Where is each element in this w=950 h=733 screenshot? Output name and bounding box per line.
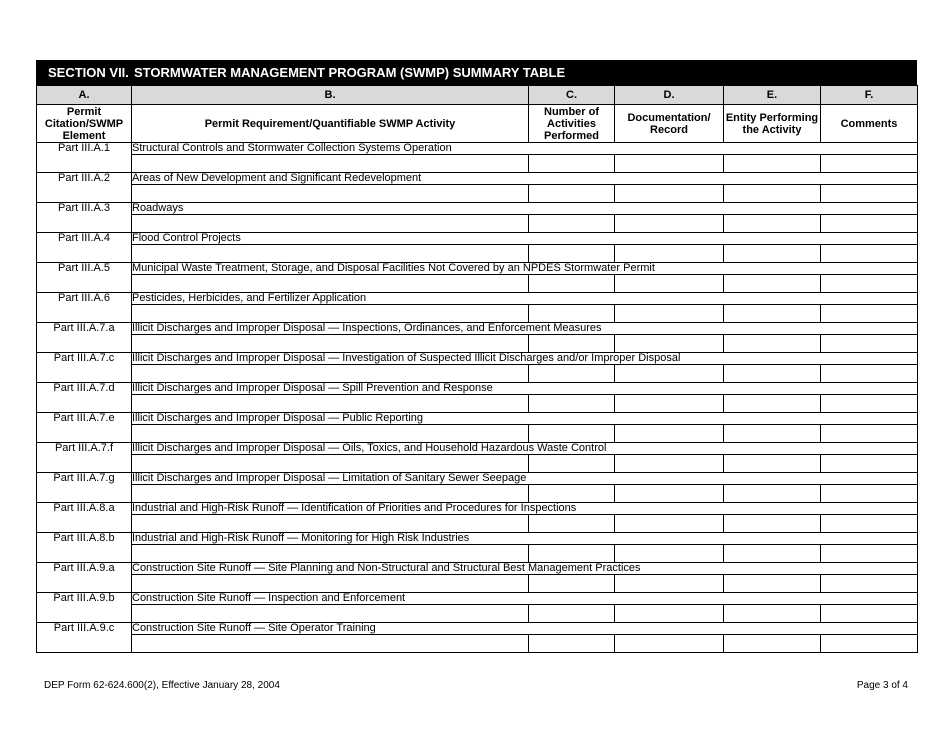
entity-cell[interactable] [724,575,821,593]
number-of-activities-cell[interactable] [529,395,615,413]
activity-description-cell: Industrial and High-Risk Runoff — Identification of Priorities and Procedures for Inspections [132,503,918,515]
entity-cell[interactable] [724,485,821,503]
number-of-activities-cell[interactable] [529,635,615,653]
number-of-activities-cell[interactable] [529,605,615,623]
comments-cell[interactable] [821,605,918,623]
activity-description-cell: Pesticides, Herbicides, and Fertilizer Application [132,293,918,305]
activity-description-cell: Illicit Discharges and Improper Disposal — Inspections, Ordinances, and Enforcement Measures [132,323,918,335]
entity-cell[interactable] [724,365,821,383]
table-row-entry [37,605,918,623]
activity-description-cell: Areas of New Development and Significant Redevelopment [132,173,918,185]
table-row-entry [37,215,918,233]
documentation-cell[interactable] [615,545,724,563]
header-number-of-activities: Number of Activities Performed [529,105,615,143]
documentation-cell[interactable] [615,305,724,323]
table-row-entry [37,155,918,173]
header-documentation-record: Documentation/ Record [615,105,724,143]
header-permit-requirement: Permit Requirement/Quantifiable SWMP Activity [132,105,529,143]
form-citation: DEP Form 62-624.600(2), Effective January 28, 2004 [44,680,280,691]
comments-cell[interactable] [821,425,918,443]
number-of-activities-cell[interactable] [529,515,615,533]
column-header-row [37,105,918,143]
entity-cell[interactable] [724,275,821,293]
activity-entry-cell[interactable] [132,605,529,623]
activity-description-cell: Structural Controls and Stormwater Collection Systems Operation [132,143,918,155]
comments-cell[interactable] [821,215,918,233]
page-footer [44,680,908,691]
documentation-cell[interactable] [615,185,724,203]
documentation-cell[interactable] [615,365,724,383]
column-letter-e: E. [724,86,821,105]
documentation-cell[interactable] [615,425,724,443]
activity-description-cell: Flood Control Projects [132,233,918,245]
header-permit-citation: Permit Citation/SWMP Element [37,105,132,143]
activity-entry-cell[interactable] [132,365,529,383]
entity-cell[interactable] [724,185,821,203]
entity-cell[interactable] [724,335,821,353]
column-letter-d: D. [615,86,724,105]
table-row-entry [37,245,918,263]
comments-cell[interactable] [821,395,918,413]
column-letter-f: F. [821,86,918,105]
table-row [37,473,918,485]
table-row-entry [37,515,918,533]
entity-cell[interactable] [724,455,821,473]
entity-cell[interactable] [724,155,821,173]
activity-entry-cell[interactable] [132,485,529,503]
permit-citation-cell: Part III.A.9.b [37,593,132,623]
table-row-entry [37,305,918,323]
activity-entry-cell[interactable] [132,155,529,173]
comments-cell[interactable] [821,545,918,563]
activity-description-cell: Construction Site Runoff — Site Planning and Non-Structural and Structural Best Management Practices [132,563,918,575]
documentation-cell[interactable] [615,245,724,263]
number-of-activities-cell[interactable] [529,245,615,263]
permit-citation-cell: Part III.A.7.g [37,473,132,503]
number-of-activities-cell[interactable] [529,425,615,443]
table-row [37,293,918,305]
documentation-cell[interactable] [615,575,724,593]
documentation-cell[interactable] [615,275,724,293]
number-of-activities-cell[interactable] [529,575,615,593]
table-row [37,323,918,335]
permit-citation-cell: Part III.A.7.e [37,413,132,443]
activity-description-cell: Illicit Discharges and Improper Disposal — Oils, Toxics, and Household Hazardous Waste Control [132,443,918,455]
table-row-entry [37,455,918,473]
table-row [37,563,918,575]
header-entity-performing: Entity Performing the Activity [724,105,821,143]
permit-citation-cell: Part III.A.9.c [37,623,132,653]
permit-citation-cell: Part III.A.3 [37,203,132,233]
permit-citation-cell: Part III.A.9.a [37,563,132,593]
comments-cell[interactable] [821,635,918,653]
table-body [37,143,918,653]
comments-cell[interactable] [821,275,918,293]
permit-citation-cell: Part III.A.7.f [37,443,132,473]
entity-cell[interactable] [724,215,821,233]
table-row-entry [37,185,918,203]
table-row-entry [37,575,918,593]
number-of-activities-cell[interactable] [529,155,615,173]
column-letter-row [37,86,918,105]
table-row [37,383,918,395]
activity-entry-cell[interactable] [132,545,529,563]
permit-citation-cell: Part III.A.5 [37,263,132,293]
documentation-cell[interactable] [615,515,724,533]
table-row-entry [37,635,918,653]
activity-description-cell: Industrial and High-Risk Runoff — Monitoring for High Risk Industries [132,533,918,545]
activity-description-cell: Municipal Waste Treatment, Storage, and Disposal Facilities Not Covered by an NPDES Stormwater Permit [132,263,918,275]
table-row [37,413,918,425]
activity-entry-cell[interactable] [132,245,529,263]
activity-description-cell: Roadways [132,203,918,215]
permit-citation-cell: Part III.A.7.a [37,323,132,353]
activity-entry-cell[interactable] [132,425,529,443]
activity-entry-cell[interactable] [132,275,529,293]
entity-cell[interactable] [724,245,821,263]
activity-description-cell: Illicit Discharges and Improper Disposal — Investigation of Suspected Illicit Discharges and/or Improper Disposal [132,353,918,365]
comments-cell[interactable] [821,245,918,263]
section-title: STORMWATER MANAGEMENT PROGRAM (SWMP) SUMMARY TABLE [134,65,566,80]
activity-entry-cell[interactable] [132,515,529,533]
permit-citation-cell: Part III.A.2 [37,173,132,203]
column-letter-a: A. [37,86,132,105]
number-of-activities-cell[interactable] [529,185,615,203]
entity-cell[interactable] [724,545,821,563]
comments-cell[interactable] [821,305,918,323]
table-row [37,263,918,275]
comments-cell[interactable] [821,185,918,203]
permit-citation-cell: Part III.A.7.c [37,353,132,383]
activity-entry-cell[interactable] [132,455,529,473]
entity-cell[interactable] [724,305,821,323]
documentation-cell[interactable] [615,215,724,233]
entity-cell[interactable] [724,515,821,533]
documentation-cell[interactable] [615,485,724,503]
table-row [37,353,918,365]
summary-table [36,85,918,653]
permit-citation-cell: Part III.A.4 [37,233,132,263]
swmp-summary-form [36,60,917,653]
activity-entry-cell[interactable] [132,335,529,353]
table-row-entry [37,485,918,503]
documentation-cell[interactable] [615,155,724,173]
table-row [37,443,918,455]
table-row-entry [37,395,918,413]
table-row [37,233,918,245]
table-row [37,593,918,605]
header-comments: Comments [821,105,918,143]
table-row-entry [37,365,918,383]
activity-entry-cell[interactable] [132,215,529,233]
entity-cell[interactable] [724,395,821,413]
number-of-activities-cell[interactable] [529,275,615,293]
activity-description-cell: Construction Site Runoff — Site Operator Training [132,623,918,635]
comments-cell[interactable] [821,335,918,353]
number-of-activities-cell[interactable] [529,545,615,563]
activity-description-cell: Construction Site Runoff — Inspection and Enforcement [132,593,918,605]
activity-entry-cell[interactable] [132,185,529,203]
activity-entry-cell[interactable] [132,395,529,413]
page-number: Page 3 of 4 [856,680,908,691]
table-row [37,143,918,155]
number-of-activities-cell[interactable] [529,485,615,503]
comments-cell[interactable] [821,575,918,593]
activity-description-cell: Illicit Discharges and Improper Disposal — Spill Prevention and Response [132,383,918,395]
column-letter-c: C. [529,86,615,105]
section-header-bar [36,60,917,85]
number-of-activities-cell[interactable] [529,365,615,383]
number-of-activities-cell[interactable] [529,305,615,323]
documentation-cell[interactable] [615,395,724,413]
comments-cell[interactable] [821,485,918,503]
number-of-activities-cell[interactable] [529,455,615,473]
table-row [37,533,918,545]
activity-entry-cell[interactable] [132,635,529,653]
permit-citation-cell: Part III.A.8.b [37,533,132,563]
comments-cell[interactable] [821,155,918,173]
permit-citation-cell: Part III.A.7.d [37,383,132,413]
table-row-entry [37,275,918,293]
number-of-activities-cell[interactable] [529,215,615,233]
entity-cell[interactable] [724,635,821,653]
documentation-cell[interactable] [615,335,724,353]
permit-citation-cell: Part III.A.8.a [37,503,132,533]
table-row-entry [37,545,918,563]
entity-cell[interactable] [724,605,821,623]
documentation-cell[interactable] [615,605,724,623]
entity-cell[interactable] [724,425,821,443]
documentation-cell[interactable] [615,455,724,473]
table-row [37,173,918,185]
comments-cell[interactable] [821,365,918,383]
section-number: SECTION VII. [48,65,129,80]
table-row [37,203,918,215]
activity-description-cell: Illicit Discharges and Improper Disposal — Public Reporting [132,413,918,425]
number-of-activities-cell[interactable] [529,335,615,353]
activity-entry-cell[interactable] [132,575,529,593]
column-letter-b: B. [132,86,529,105]
comments-cell[interactable] [821,515,918,533]
table-row-entry [37,335,918,353]
table-row-entry [37,425,918,443]
comments-cell[interactable] [821,455,918,473]
permit-citation-cell: Part III.A.1 [37,143,132,173]
activity-entry-cell[interactable] [132,305,529,323]
permit-citation-cell: Part III.A.6 [37,293,132,323]
table-row [37,503,918,515]
documentation-cell[interactable] [615,635,724,653]
table-row [37,623,918,635]
activity-description-cell: Illicit Discharges and Improper Disposal — Limitation of Sanitary Sewer Seepage [132,473,918,485]
